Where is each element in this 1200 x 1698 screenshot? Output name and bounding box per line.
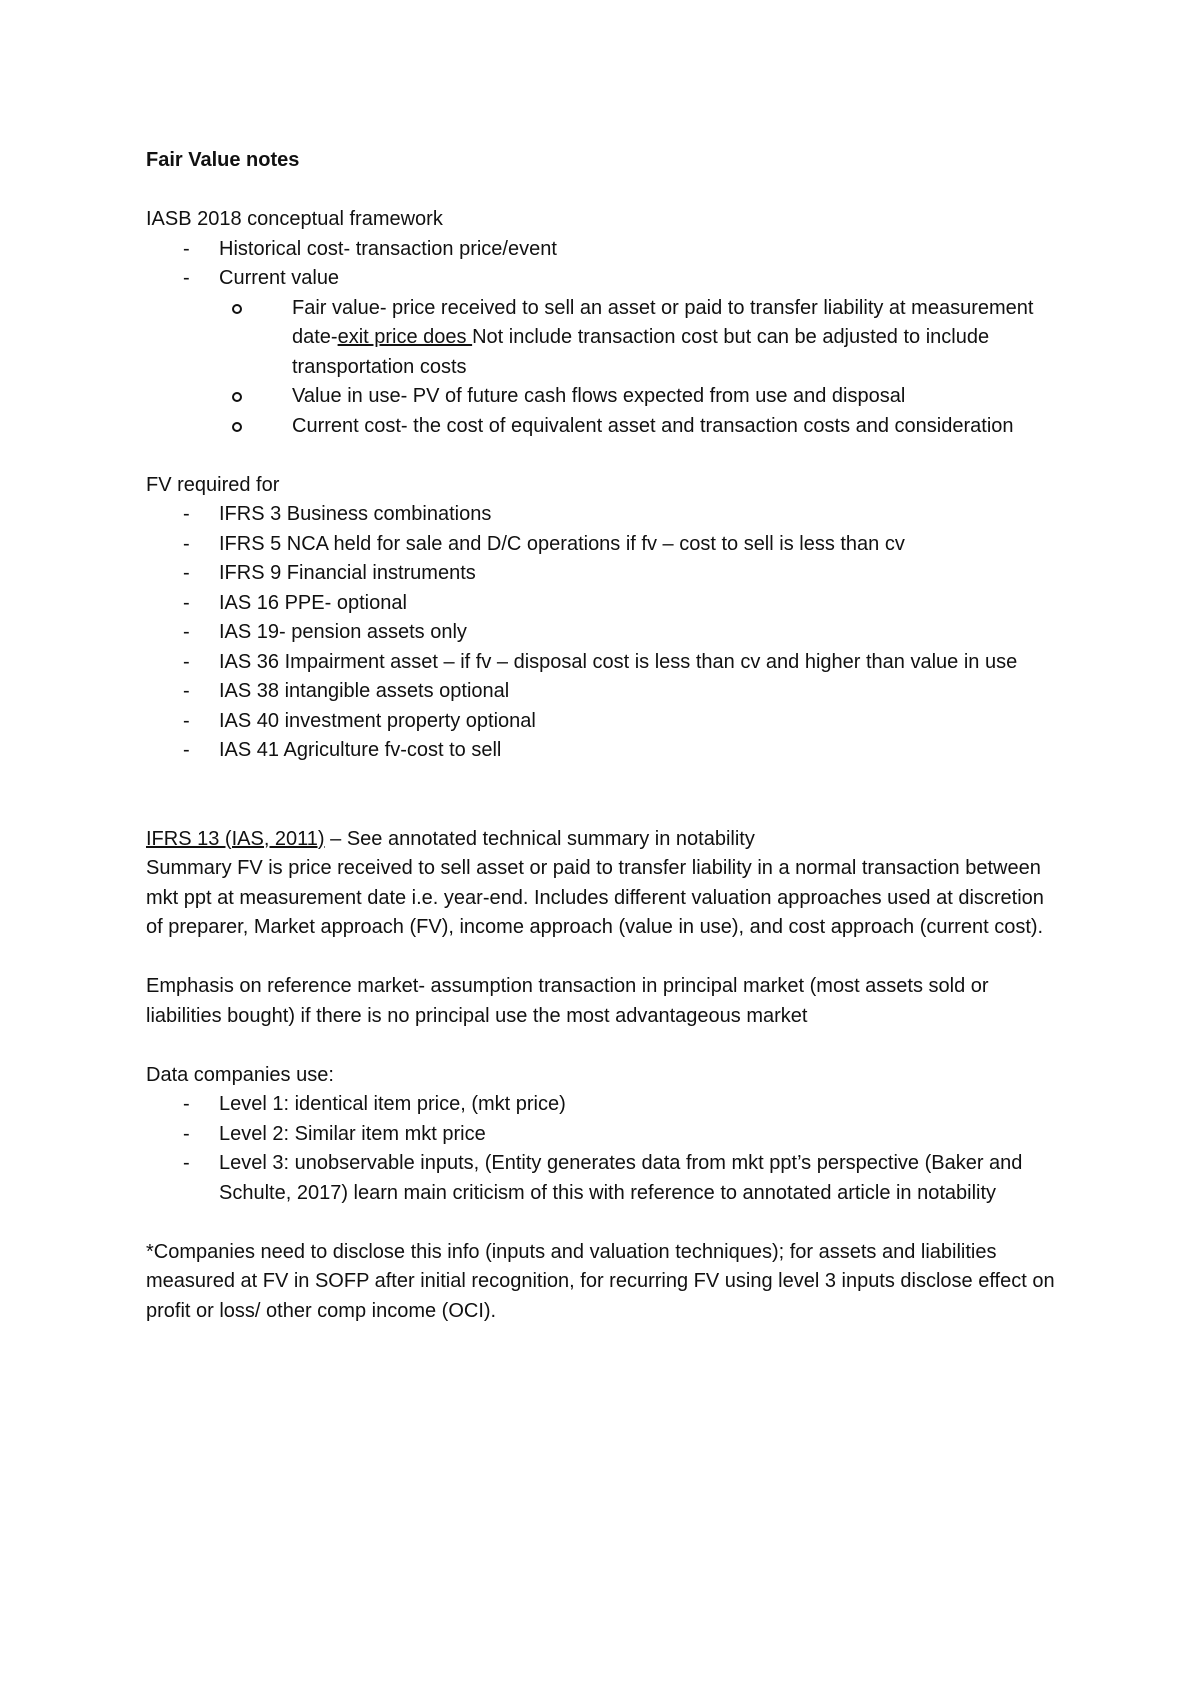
ifrs13-emphasis: Emphasis on reference market- assumption transaction in principal market (most assets sold or liabilities bought) if there is no principal use the most advantageous market bbox=[146, 975, 989, 1027]
list-item: - IFRS 5 NCA held for sale and D/C operations if fv – cost to sell is less than cv bbox=[146, 530, 1066, 560]
exit-price-underlined: exit price does bbox=[337, 326, 473, 348]
fv-required-heading: FV required for bbox=[146, 473, 280, 496]
current-value-sublist bbox=[219, 294, 1066, 442]
ifrs13-summary: Summary FV is price received to sell asset or paid to transfer liability in a normal transaction between mkt ppt at measurement date i.e. year-end. Includes different valuation approaches used at discretion of preparer, Market approach (FV), income approach (value in use), and cost approach (current cost). bbox=[146, 857, 1044, 938]
list-item: - Level 1: identical item price, (mkt price) bbox=[146, 1090, 1066, 1120]
sublist-item-fair-value bbox=[219, 294, 1066, 383]
list-item-label: Current value bbox=[219, 267, 340, 289]
list-item: - IAS 38 intangible assets optional bbox=[146, 677, 1066, 707]
list-item: - IAS 36 Impairment asset – if fv – disposal cost is less than cv and higher than value in use bbox=[146, 648, 1066, 678]
ifrs13-heading-rest: – See annotated technical summary in notability bbox=[324, 827, 755, 850]
list-item: - IAS 19- pension assets only bbox=[146, 618, 1066, 648]
framework-list bbox=[146, 235, 1066, 442]
page-title: Fair Value notes bbox=[146, 149, 300, 171]
fv-required-list bbox=[146, 500, 1066, 766]
disclosure-note: *Companies need to disclose this info (inputs and valuation techniques); for assets and liabilities measured at FV in SOFP after initial recognition, for recurring FV using level 3 inputs disclose effect on profit or loss/ other comp income (OCI). bbox=[146, 1240, 1055, 1322]
framework-heading: IASB 2018 conceptual framework bbox=[146, 208, 443, 230]
data-companies-list bbox=[146, 1090, 1066, 1208]
document-body bbox=[146, 146, 1066, 1326]
list-item: - IAS 41 Agriculture fv-cost to sell bbox=[146, 736, 1066, 766]
sublist-item-value-in-use: Value in use- PV of future cash flows expected from use and disposal bbox=[219, 382, 1066, 412]
list-item bbox=[146, 264, 1066, 441]
list-item: - Level 3: unobservable inputs, (Entity generates data from mkt ppt’s perspective (Baker and Schulte, 2017) learn main criticism of this with reference to annotated article in notability bbox=[146, 1149, 1066, 1208]
list-item: - IAS 16 PPE- optional bbox=[146, 589, 1066, 619]
ifrs13-heading bbox=[146, 825, 1066, 855]
list-item: - IAS 40 investment property optional bbox=[146, 707, 1066, 737]
ifrs13-heading-underlined: IFRS 13 (IAS, 2011) bbox=[146, 827, 325, 850]
list-item: - Level 2: Similar item mkt price bbox=[146, 1120, 1066, 1150]
sublist-item-current-cost: Current cost- the cost of equivalent asset and transaction costs and consideration bbox=[219, 412, 1066, 442]
list-item: - IFRS 9 Financial instruments bbox=[146, 559, 1066, 589]
fair-value-text-cont: Not include transaction cost but can be adjusted to include transportation costs bbox=[292, 326, 990, 378]
fair-value-text: Fair value- price received to sell an asset or paid to transfer liability at measurement date- bbox=[292, 296, 1034, 348]
list-item: - IFRS 3 Business combinations bbox=[146, 500, 1066, 530]
list-item: - Historical cost- transaction price/event bbox=[146, 235, 1066, 265]
data-companies-heading: Data companies use: bbox=[146, 1063, 334, 1086]
